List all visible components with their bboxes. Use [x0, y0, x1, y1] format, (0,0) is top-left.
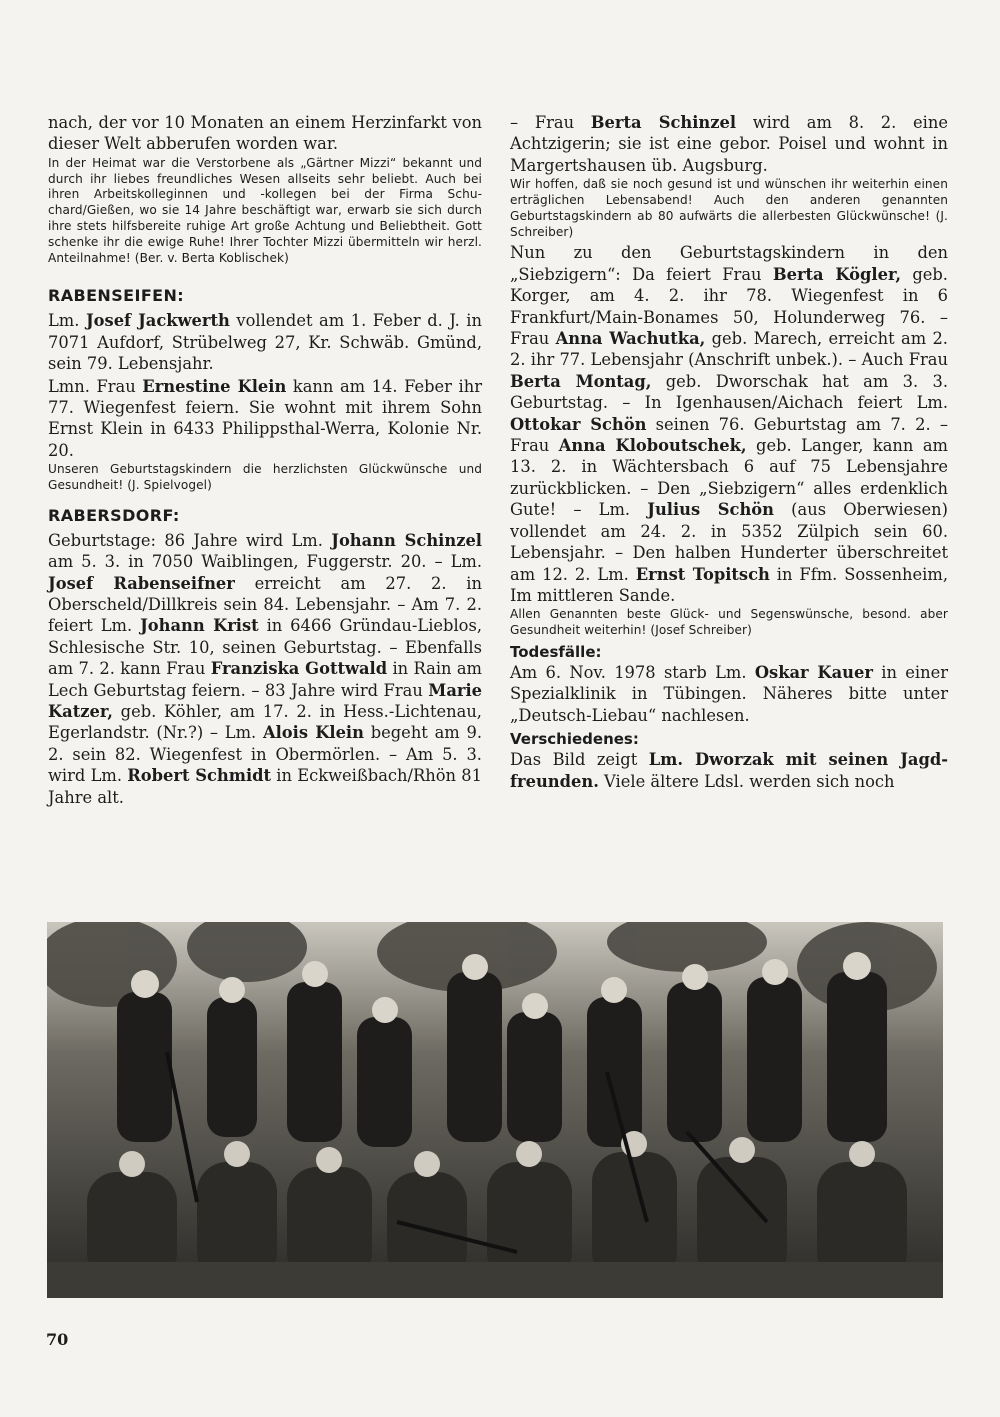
greetings-schreiber — [510, 177, 948, 240]
photo-illustration — [47, 922, 943, 1298]
body-text: Lmn. Frau — [48, 376, 143, 396]
body-text: seinen 76. Geburtstag am 7. 2. – Frau — [510, 414, 948, 456]
body-text: – Frau — [510, 113, 591, 132]
bold-name-text: Johann Schinzel — [331, 530, 482, 550]
bold-name-text: Lm. Dworzak mit seinen Jagdfreunden. — [510, 750, 948, 791]
body-text: in Eckweißbach/Rhön 81 Jahre alt. — [48, 766, 482, 807]
bold-name-text: Ernst Topitsch — [635, 564, 770, 584]
body-text: in Rain am Lech Geburtstag feiern. – 83 Jahre wird Frau — [48, 659, 482, 700]
body-text: In der Heimat war die Verstorbene als „Gärtner Mizzi“ bekannt und durch ihr liebes freundliches Wesen allseits sehr beliebt. Auch bei ihren Arbeitskolleginnen und -kollegen bei der Firma Schuchard/Gießen, wo sie 14 Jahre beschäftigt war, erwarb sie sich durch ihre stets hilfsbereite ruhige Art große Achtung und Beliebtheit. Gott schenke ihr die ewige Ruhe! Ihrer Tochter Mizzi übermitteln wir herzl. Anteilnahme! (Ber. v. Berta Koblischek) — [48, 155, 482, 265]
body-text: nach, der vor 10 Monaten an einem Herzinfarkt von dieser Welt abberufen worden war. — [48, 113, 482, 154]
body-text: geb. Marech, erreicht am 2. 2. ihr 77. Lebensjahr (Anschrift unbek.). – Auch Frau — [510, 329, 948, 370]
body-text: Lm. — [48, 311, 86, 331]
bold-name-text: Josef Jackwerth — [85, 311, 230, 331]
body-text: Das Bild zeigt — [510, 750, 649, 770]
birthdays-seventies — [510, 242, 948, 606]
bold-name-text: Berta Kögler, — [772, 264, 902, 284]
birthdays-rabersdorf — [48, 530, 482, 808]
body-text: Viele ältere Ldsl. werden sich noch — [598, 771, 895, 791]
bold-name-text: Robert Schmidt — [127, 766, 272, 786]
photo-caption-text — [510, 749, 948, 792]
bold-name-text: Alois Klein — [262, 723, 364, 743]
birthday-entry-jackwerth — [48, 310, 482, 374]
right-column — [510, 112, 948, 793]
body-text: erreicht am 27. 2. in Oberscheld/Dillkreis sein 84. Lebensjahr. – Am 7. 2. feiert Lm. — [48, 573, 482, 636]
section-heading-rabersdorf: RABERSDORF: — [48, 505, 180, 525]
body-text: Geburtstage: 86 Jahre wird Lm. — [48, 530, 332, 550]
body-text: vollendet am 1. Feber d. J. in 7071 Aufdorf, Strübelweg 27, Kr. Schwäb. Gmünd, sein 79. Lebensjahr. — [48, 311, 482, 374]
section-heading-todesfaelle: Todesfälle: — [510, 642, 602, 661]
greetings-schreiber-2 — [510, 607, 948, 639]
body-text: geb. Korger, am 4. 2. ihr 78. Wiegenfest in 6 Frankfurt/Main-Bonames 50, Holunderweg 76. – Frau — [510, 264, 948, 349]
body-text: Unseren Geburtstagskindern die herzlichsten Glückwünsche und Gesundheit! (J. Spielvogel) — [48, 462, 482, 493]
bold-name-text: Ottokar Schön — [510, 414, 647, 434]
bold-name-text: Anna Kloboutschek, — [558, 436, 747, 456]
birthday-entry-klein — [48, 376, 482, 462]
body-text: Nun zu den Geburtstagskindern in den „Siebzigern“: Da feiert Frau — [510, 243, 948, 284]
body-text: wird am 8. 2. eine Achtzigerin; sie ist eine gebor. Poisel und wohnt in Margertshausen üb. Augsburg. — [510, 113, 948, 175]
body-text: (aus Oberwiesen) vollendet am 24. 2. in 5352 Zülpich sein 60. Lebensjahr. – Den halben Hunderter überschreitet am 12. 2. Lm. — [510, 500, 948, 584]
obituary-text — [48, 156, 482, 267]
bold-name-text: Ernestine Klein — [142, 376, 287, 396]
obituary-continuation — [48, 112, 482, 155]
bold-name-text: Berta Montag, — [510, 371, 652, 391]
bold-name-text: Josef Rabenseifner — [48, 573, 235, 593]
bold-name-text: Anna Wachutka, — [555, 329, 706, 349]
body-text: am 5. 3. in 7050 Waiblingen, Fuggerstr. 20. – Lm. — [48, 552, 482, 572]
bold-name-text: Julius Schön — [647, 500, 774, 520]
body-text: geb. Köhler, am 17. 2. in Hess.-Lichtenau, Egerlandstr. (Nr.?) – Lm. — [48, 702, 482, 743]
body-text: begeht am 9. 2. sein 82. Wiegenfest in Obermörlen. – Am 5. 3. wird Lm. — [48, 723, 482, 786]
group-of-hunters-photo — [47, 922, 943, 1298]
bold-name-text: Johann Krist — [140, 616, 259, 636]
greetings-spielvogel — [48, 462, 482, 494]
bold-name-text: Oskar Kauer — [754, 662, 873, 682]
bold-name-text: Berta Schinzel — [590, 113, 737, 132]
body-text: kann am 14. Feber ihr 77. Wiegenfest feiern. Sie wohnt mit ihrem Sohn Ernst Klein in 6433 Philippsthal-Werra, Kolonie Nr. 20. — [48, 376, 482, 460]
section-heading-verschiedenes: Verschiedenes: — [510, 730, 639, 749]
birthday-entry-schinzel — [510, 112, 948, 176]
body-text: in Ffm. Sossenheim, Im mittleren Sande. — [510, 564, 949, 605]
body-text: geb. Langer, kann am 13. 2. in Wächtersbach 6 auf 75 Lebensjahre zurückblicken. – Den „Siebzigern“ alles erdenklich Gute! – Lm. — [510, 436, 949, 520]
section-heading-rabenseifen: RABENSEIFEN: — [48, 286, 185, 306]
body-text: in einer Spezialklinik in Tübingen. Näheres bitte unter „Deutsch-Liebau“ nachlesen. — [510, 662, 948, 725]
body-text: Am 6. Nov. 1978 starb Lm. — [510, 662, 755, 682]
body-text: Allen Genannten beste Glück- und Segenswünsche, besond. aber Gesundheit weiterhin! (Josef Schreiber) — [510, 607, 948, 638]
body-text: Wir hoffen, daß sie noch gesund ist und wünschen ihr weiterhin einen erträglichen Lebensabend! Auch den anderen genannten Geburtstagskindern ab 80 aufwärts die allerbesten Glückwünsche! (J. Schreiber) — [510, 177, 948, 239]
bold-name-text: Franziska Gottwald — [210, 659, 388, 679]
body-text: in 6466 Gründau-Lieblos, Schlesische Str. 10, seinen Geburtstag. – Ebenfalls am 7. 2. kann Frau — [48, 616, 482, 679]
bold-name-text: Marie Katzer, — [48, 680, 482, 722]
page-number: 70 — [46, 1330, 69, 1349]
left-column — [48, 112, 482, 809]
death-notice-kauer — [510, 662, 948, 726]
body-text: geb. Dworschak hat am 3. 3. Geburtstag. – In Igenhausen/Aichach feiert Lm. — [510, 371, 949, 413]
